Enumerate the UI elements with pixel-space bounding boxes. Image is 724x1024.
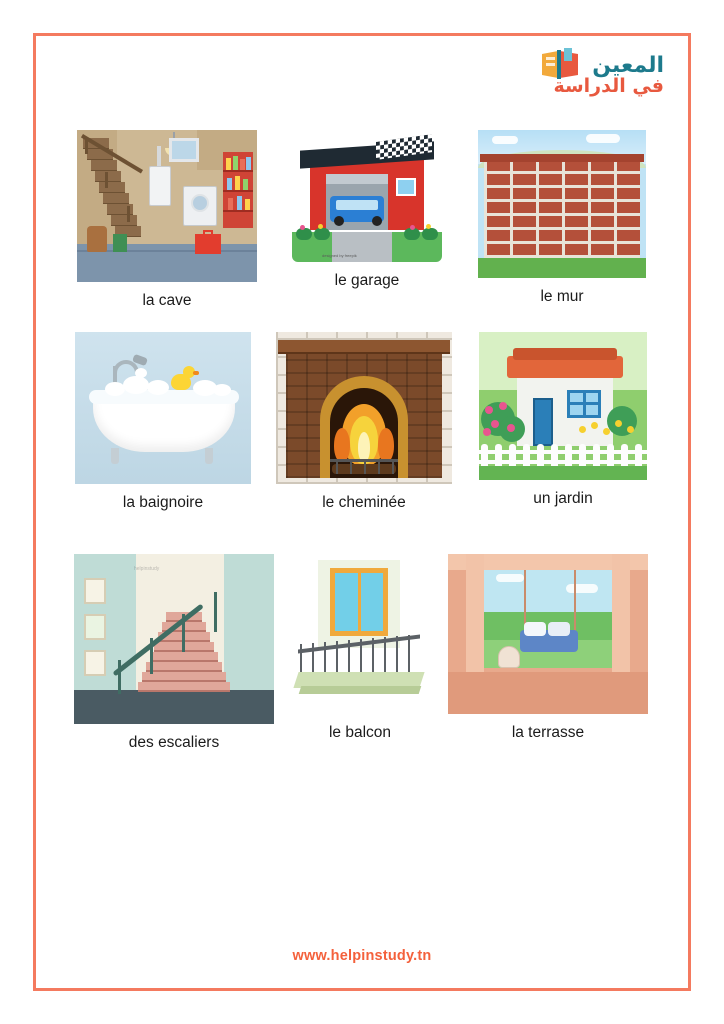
card-le-balcon	[281, 554, 439, 742]
card-des-escaliers	[67, 554, 281, 752]
garage-illustration	[292, 130, 442, 262]
card-la-terrasse	[439, 554, 657, 742]
card-la-cave	[60, 130, 274, 310]
card-le-cheminee	[266, 332, 462, 512]
card-la-baignoire	[60, 332, 266, 512]
card-caption: le mur	[540, 288, 584, 305]
brick-wall-illustration	[478, 130, 646, 278]
logo-text-line1: المعين	[592, 53, 664, 78]
grid-row-3	[60, 554, 664, 752]
card-caption: la cave	[142, 292, 192, 309]
balcony-illustration	[290, 554, 430, 714]
footer-website-url[interactable]: www.helpinstudy.tn	[292, 948, 432, 964]
site-logo	[524, 48, 664, 110]
terrace-illustration	[448, 554, 648, 714]
house-garden-illustration	[479, 332, 647, 480]
vocabulary-grid	[60, 130, 664, 752]
card-caption: la terrasse	[511, 724, 585, 741]
image-credit: designed by freepik	[322, 253, 357, 258]
card-caption: des escaliers	[128, 734, 220, 751]
bathtub-illustration	[75, 332, 251, 484]
card-caption: un jardin	[533, 490, 593, 507]
logo-text-line2: في الدراسة	[553, 75, 664, 98]
card-un-jardin	[462, 332, 664, 508]
card-caption: le garage	[334, 272, 400, 289]
card-caption: le balcon	[328, 724, 392, 741]
card-le-garage	[274, 130, 460, 290]
card-caption: la baignoire	[122, 494, 204, 511]
staircase-illustration: helpinstudy	[74, 554, 274, 724]
fireplace-illustration	[276, 332, 452, 484]
card-le-mur	[460, 130, 664, 306]
grid-row-1	[60, 130, 664, 310]
grid-row-2	[60, 332, 664, 512]
card-caption: le cheminée	[322, 494, 406, 511]
basement-illustration	[77, 130, 257, 282]
logo-text	[553, 54, 664, 97]
